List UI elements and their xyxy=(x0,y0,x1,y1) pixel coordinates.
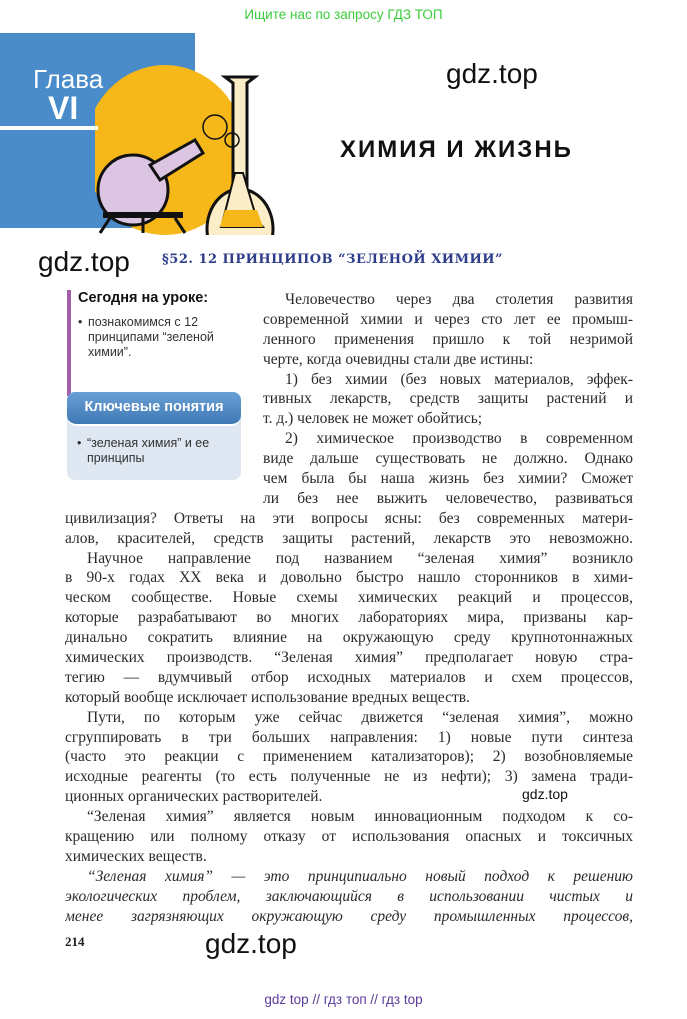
text-line: ционных органических растворителей. xyxy=(65,788,323,806)
text-line: Научное направление под названием “зеленая химия” возникло xyxy=(87,549,633,567)
text-line: менее загрязняющих окружающую среду промышленных процессов, xyxy=(65,907,633,925)
text-line: “Зеленая химия” является новым инновационным подходом к со- xyxy=(87,808,633,826)
text-line: 1) без химии (без новых материалов, эффек- xyxy=(285,370,633,388)
watermark-footer: gdz top // гдз топ // гдз top xyxy=(264,992,423,1007)
text-line: экологических проблем, заключающийся в использовании чистых и xyxy=(65,887,633,905)
key-concepts-item: • “зеленая химия” и ее принципы xyxy=(77,436,241,466)
text-line: алов, красителей, средств защиты растений, лекарств это невозможно. xyxy=(65,529,633,547)
text-line: химических производств. “Зеленая химия” предполагает новую стра- xyxy=(65,649,633,667)
text-line: Человечество через два столетия развития xyxy=(285,291,633,308)
text-line: химических веществ. xyxy=(65,847,207,865)
today-heading: Сегодня на уроке: xyxy=(78,290,209,306)
text-line: который вообще исключает использование вредных веществ. xyxy=(65,688,470,706)
text-line: тивных лекарств, средств защиты растений и xyxy=(263,390,633,408)
section-title: §52. 12 ПРИНЦИПОВ “ЗЕЛЕНОЙ ХИМИИ” xyxy=(162,252,504,267)
body-text xyxy=(65,290,633,927)
text-line: Пути, по которым уже сейчас движется “зеленая химия”, можно xyxy=(87,708,633,726)
text-line: кращению или полному отказу от использования опасных и токсичных xyxy=(65,828,633,846)
chapter-title: ХИМИЯ И ЖИЗНЬ xyxy=(340,136,573,163)
text-line: (часто это реакции с применением катализаторов); 2) возобновляемые xyxy=(65,748,633,766)
text-line: “Зеленая химия” — это принципиально новый подход к решению xyxy=(87,867,633,885)
chapter-underline xyxy=(0,126,98,130)
watermark-gdz: gdz.top xyxy=(522,786,568,802)
key-concepts-heading: Ключевые понятия xyxy=(67,392,241,426)
text-line: которые разрабатывают во многих лабораториях мира, призваны кар- xyxy=(65,609,633,627)
text-line: ленного применения пришло к той незримой xyxy=(263,330,633,348)
text-line: т. д.) человек не может обойтись; xyxy=(263,410,483,428)
text-line: 2) химическое производство в современном xyxy=(285,430,633,448)
watermark-gdz: gdz.top xyxy=(205,928,297,959)
text-line: сгруппировать в три больших направления: 1) новые пути синтеза xyxy=(65,728,633,746)
watermark-gdz: gdz.top xyxy=(446,58,538,89)
watermark-gdz: gdz.top xyxy=(38,246,130,277)
today-item: • познакомимся с 12 принципами “зеленой химии”. xyxy=(78,315,237,360)
chapter-label: Глава xyxy=(33,64,104,94)
text-line: черте, когда очевидны стали две истины: xyxy=(263,350,534,368)
text-line: динально сократить влияние на окружающую среду крупнотоннажных xyxy=(65,629,633,647)
chemistry-flasks-illustration xyxy=(95,55,295,235)
text-line: исходные реагенты (то есть полученные не из нефти); 3) замена тради- xyxy=(65,768,633,786)
text-line: чем была бы наша жизнь без химии? Сможет xyxy=(263,470,633,488)
text-line: виде дальше существовать не должно. Однако xyxy=(263,450,633,468)
watermark-top: Ищите нас по запросу ГДЗ ТОП xyxy=(244,7,443,22)
page-number: 214 xyxy=(65,934,85,949)
text-line: ческом сообществе. Новые схемы химических реакций и процессов, xyxy=(65,589,633,607)
text-line: цивилизация? Ответы на эти вопросы ясны: без современных матери- xyxy=(65,509,633,527)
text-line: в 90-х годах XX века и довольно быстро нашло сторонников в хими- xyxy=(65,569,633,587)
text-line: современной химии и через сто лет ее промыш- xyxy=(263,310,633,328)
text-line: тегию — вдумчивый отбор исходных материалов и схем процессов, xyxy=(65,668,633,686)
chapter-number: VI xyxy=(48,90,79,126)
text-line: ли без нее выжить человечество, развиваться xyxy=(263,489,633,507)
